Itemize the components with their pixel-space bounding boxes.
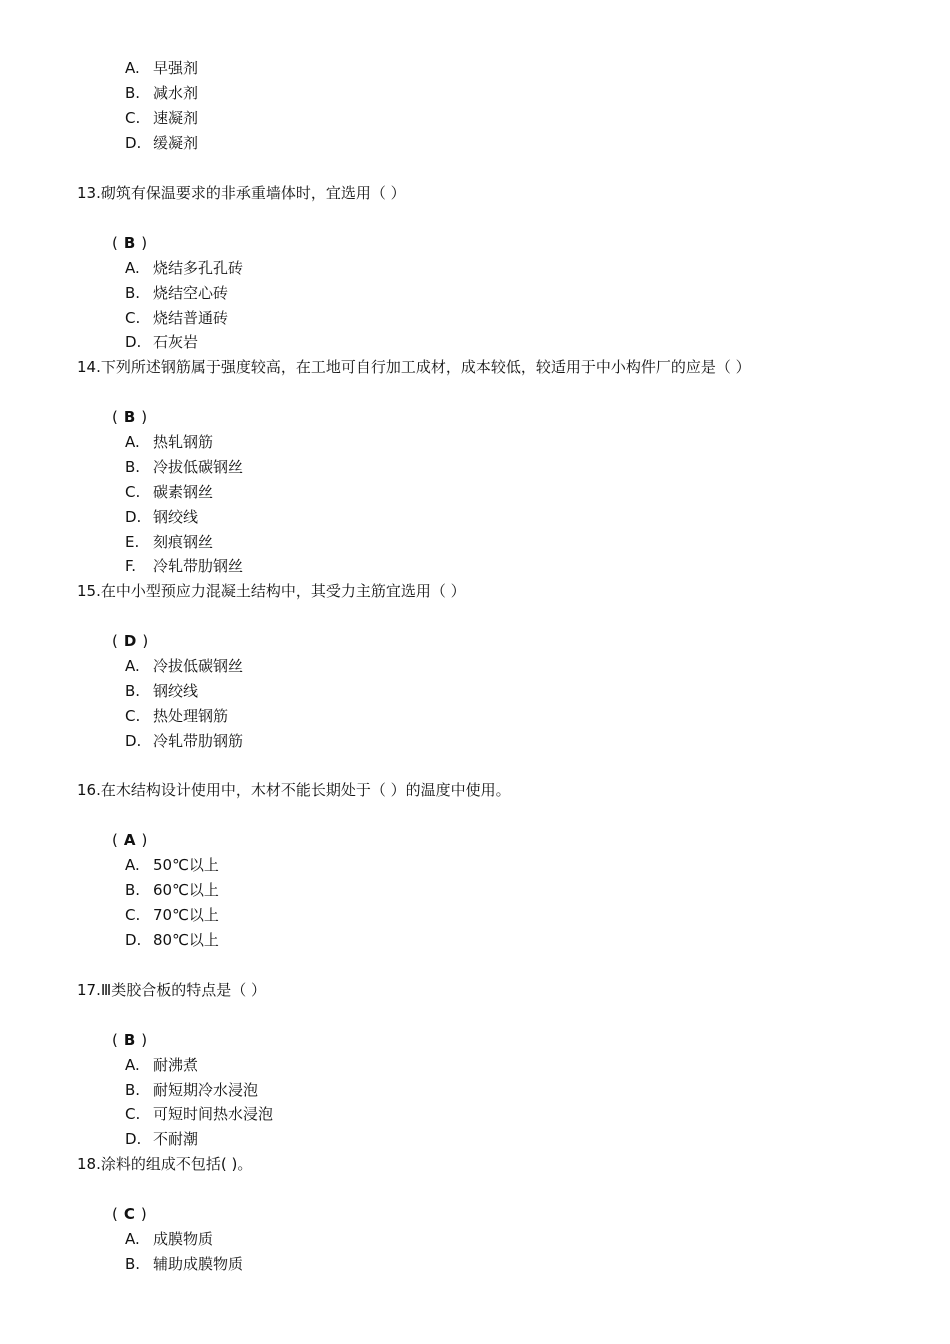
option-letter: F. — [125, 557, 136, 575]
option-letter: A. — [125, 856, 140, 874]
option-letter: C. — [125, 906, 141, 924]
option-item — [125, 258, 243, 278]
option-text: 冷拔低碳钢丝 — [153, 657, 244, 675]
option-letter: E. — [125, 533, 140, 551]
option-text: 减水剂 — [153, 84, 199, 102]
answer-value: B — [123, 408, 136, 426]
option-text: 热轧钢筋 — [153, 433, 214, 451]
option-letter: C. — [125, 483, 141, 501]
option-text: 热处理钢筋 — [153, 707, 229, 725]
option-item — [125, 532, 213, 552]
option-text: 烧结多孔孔砖 — [153, 259, 244, 277]
option-letter: A. — [125, 1056, 140, 1074]
option-letter: B. — [125, 682, 141, 700]
answer-line: ( B ) — [112, 408, 148, 426]
option-text: 石灰岩 — [153, 333, 199, 351]
option-item — [125, 905, 219, 925]
answer-value: B — [123, 234, 136, 252]
option-item — [125, 108, 198, 128]
option-item — [125, 482, 213, 502]
answer-value: C — [123, 1205, 135, 1223]
answer-line: ( B ) — [112, 234, 148, 252]
option-letter: C. — [125, 1105, 141, 1123]
option-letter: D. — [125, 134, 142, 152]
option-item — [125, 432, 213, 452]
option-text: 速凝剂 — [153, 109, 199, 127]
option-letter: A. — [125, 1230, 140, 1248]
option-letter: B. — [125, 1081, 141, 1099]
option-text: 不耐潮 — [153, 1130, 199, 1148]
option-text: 耐沸煮 — [153, 1056, 199, 1074]
option-letter: D. — [125, 333, 142, 351]
option-text: 50℃以上 — [153, 856, 219, 874]
option-text: 60℃以上 — [153, 881, 219, 899]
option-letter: B. — [125, 84, 141, 102]
option-item — [125, 556, 243, 576]
option-letter: A. — [125, 433, 140, 451]
option-text: 可短时间热水浸泡 — [153, 1105, 274, 1123]
option-text: 碳素钢丝 — [153, 483, 214, 501]
answer-line: ( B ) — [112, 1031, 148, 1049]
option-text: 刻痕钢丝 — [153, 533, 214, 551]
option-text: 钢绞线 — [153, 508, 199, 526]
option-item — [125, 457, 243, 477]
answer-value: B — [123, 1031, 136, 1049]
option-text: 烧结空心砖 — [153, 284, 229, 302]
option-item — [125, 1104, 273, 1124]
option-item — [125, 930, 219, 950]
option-letter: C. — [125, 309, 141, 327]
option-letter: D. — [125, 931, 142, 949]
option-letter: B. — [125, 1255, 141, 1273]
option-item — [125, 58, 198, 78]
option-text: 冷轧带肋钢丝 — [153, 557, 244, 575]
option-item — [125, 1229, 213, 1249]
option-letter: A. — [125, 59, 140, 77]
option-text: 烧结普通砖 — [153, 309, 229, 327]
option-item — [125, 83, 198, 103]
question-text: 18.涂料的组成不包括( )。 — [77, 1155, 253, 1173]
option-item — [125, 1254, 243, 1274]
option-text: 辅助成膜物质 — [153, 1255, 244, 1273]
option-text: 缓凝剂 — [153, 134, 199, 152]
option-text: 耐短期冷水浸泡 — [153, 1081, 259, 1099]
option-text: 70℃以上 — [153, 906, 219, 924]
option-item — [125, 880, 219, 900]
option-item — [125, 731, 243, 751]
option-item — [125, 1080, 258, 1100]
option-item — [125, 283, 228, 303]
option-item — [125, 133, 198, 153]
option-item — [125, 507, 198, 527]
option-letter: B. — [125, 284, 141, 302]
option-item — [125, 1055, 198, 1075]
question-text: 16.在木结构设计使用中，木材不能长期处于（ ）的温度中使用。 — [77, 781, 511, 799]
option-text: 钢绞线 — [153, 682, 199, 700]
answer-line: ( A ) — [112, 831, 148, 849]
question-text: 15.在中小型预应力混凝土结构中，其受力主筋宜选用（ ） — [77, 582, 466, 600]
option-letter: C. — [125, 109, 141, 127]
question-text: 14.下列所述钢筋属于强度较高，在工地可自行加工成材，成本较低，较适用于中小构件厂的应是（ ） — [77, 358, 751, 376]
option-letter: A. — [125, 259, 140, 277]
option-text: 冷轧带肋钢筋 — [153, 732, 244, 750]
option-item — [125, 656, 243, 676]
option-letter: B. — [125, 881, 141, 899]
option-item — [125, 332, 198, 352]
option-letter: C. — [125, 707, 141, 725]
option-letter: D. — [125, 508, 142, 526]
answer-line: ( D ) — [112, 632, 149, 650]
option-text: 80℃以上 — [153, 931, 219, 949]
question-text: 17.Ⅲ类胶合板的特点是（ ） — [77, 981, 266, 999]
option-text: 早强剂 — [153, 59, 199, 77]
option-item — [125, 855, 219, 875]
option-letter: D. — [125, 732, 142, 750]
option-letter: B. — [125, 458, 141, 476]
question-text: 13.砌筑有保温要求的非承重墙体时，宜选用（ ） — [77, 184, 406, 202]
option-item — [125, 706, 228, 726]
option-item — [125, 1129, 198, 1149]
answer-line: ( C ) — [112, 1205, 147, 1223]
answer-value: D — [123, 632, 137, 650]
option-item — [125, 308, 228, 328]
answer-value: A — [123, 831, 136, 849]
option-text: 成膜物质 — [153, 1230, 214, 1248]
option-item — [125, 681, 198, 701]
option-letter: A. — [125, 657, 140, 675]
option-text: 冷拔低碳钢丝 — [153, 458, 244, 476]
option-letter: D. — [125, 1130, 142, 1148]
